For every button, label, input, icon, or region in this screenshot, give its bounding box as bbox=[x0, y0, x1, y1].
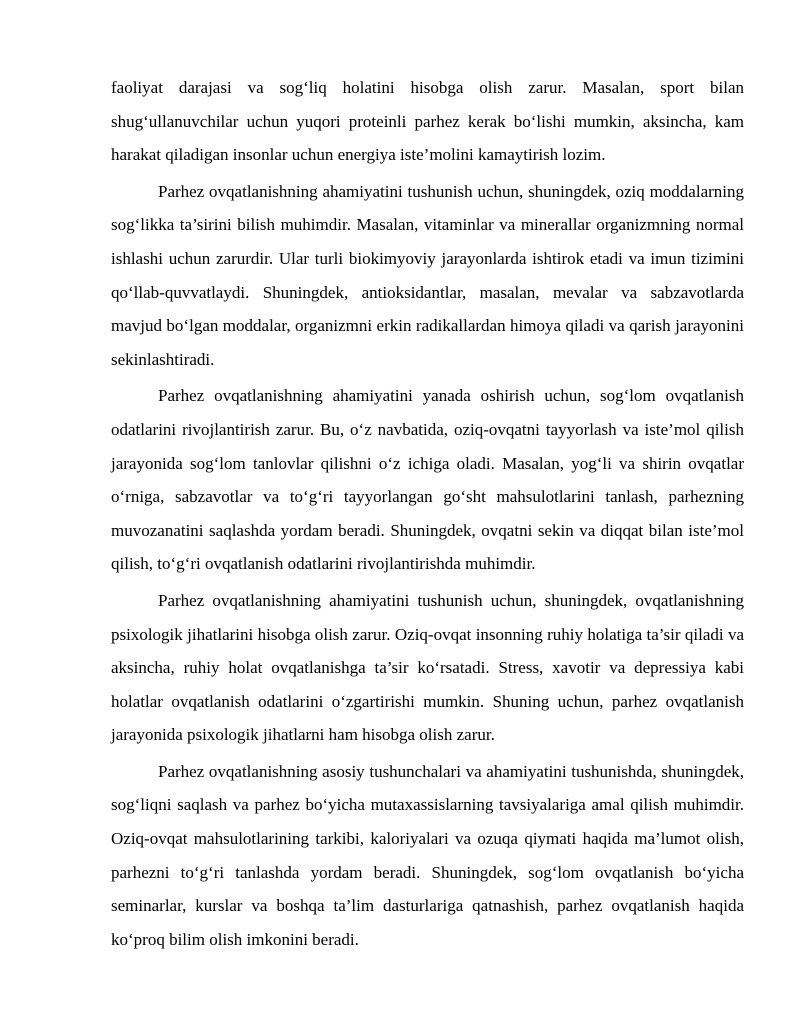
paragraph-expert-advice: Parhez ovqatlanishning asosiy tushunchalari va ahamiyatini tushunishda, shuningdek, sog‘liqni saqlash va parhez bo‘yicha mutaxassislarning tavsiyalariga amal qilish muhimdir. Oziq-ovqat mahsulotlarining tarkibi, kaloriyalari va ozuqa qiymati haqida ma’lumot olish, parhezni to‘g‘ri tanlashda yordam beradi. Shuningdek, sog‘lom ovqatlanish bo‘yicha seminarlar, kurslar va boshqa ta’lim dasturlariga qatnashish, parhez ovqatlanish haqida ko‘proq bilim olish imkonini beradi. bbox=[111, 761, 744, 949]
document-page bbox=[111, 71, 744, 959]
paragraph-psychology: Parhez ovqatlanishning ahamiyatini tushunish uchun, shuningdek, ovqatlanishning psixologik jihatlarini hisobga olish zarur. Oziq-ovqat insonning ruhiy holatiga ta’sir qiladi va aksincha, ruhiy holat ovqatlanishga ta’sir ko‘rsatadi. Stress, xavotir va depressiya kabi holatlar ovqatlanish odatlarini o‘zgartirishi mumkin. Shuning uchun, parhez ovqatlanish jarayonida psixologik jihatlarni ham hisobga olish zarur. bbox=[111, 590, 744, 745]
paragraph-healthy-habits: Parhez ovqatlanishning ahamiyatini yanada oshirish uchun, sog‘lom ovqatlanish odatlarini rivojlantirish zarur. Bu, o‘z navbatida, oziq-ovqatni tayyorlash va iste’mol qilish jarayonida sog‘lom tanlovlar qilishni o‘z ichiga oladi. Masalan, yog‘li va shirin ovqatlar o‘rniga, sabzavotlar va to‘g‘ri tayyorlangan go‘sht mahsulotlarini tanlash, parhezning muvozanatini saqlashda yordam beradi. Shuningdek, ovqatni sekin va diqqat bilan iste’mol qilish, to‘g‘ri ovqatlanish odatlarini rivojlantirishda muhimdir. bbox=[111, 386, 744, 574]
paragraph-nutrients: Parhez ovqatlanishning ahamiyatini tushunish uchun, shuningdek, oziq moddalarning sog‘likka ta’sirini bilish muhimdir. Masalan, vitaminlar va minerallar organizmning normal ishlashi uchun zarurdir. Ular turli biokimyoviy jarayonlarda ishtirok etadi va imun tizimini qo‘llab-quvvatlaydi. Shuningdek, antioksidantlar, masalan, mevalar va sabzavotlarda mavjud bo‘lgan moddalar, organizmni erkin radikallardan himoya qiladi va qarish jarayonini sekinlashtiradi. bbox=[111, 181, 744, 369]
paragraph-continuation: faoliyat darajasi va sog‘liq holatini hisobga olish zarur. Masalan, sport bilan shug‘ullanuvchilar uchun yuqori proteinli parhez kerak bo‘lishi mumkin, aksincha, kam harakat qiladigan insonlar uchun energiya iste’molini kamaytirish lozim. bbox=[111, 78, 744, 165]
